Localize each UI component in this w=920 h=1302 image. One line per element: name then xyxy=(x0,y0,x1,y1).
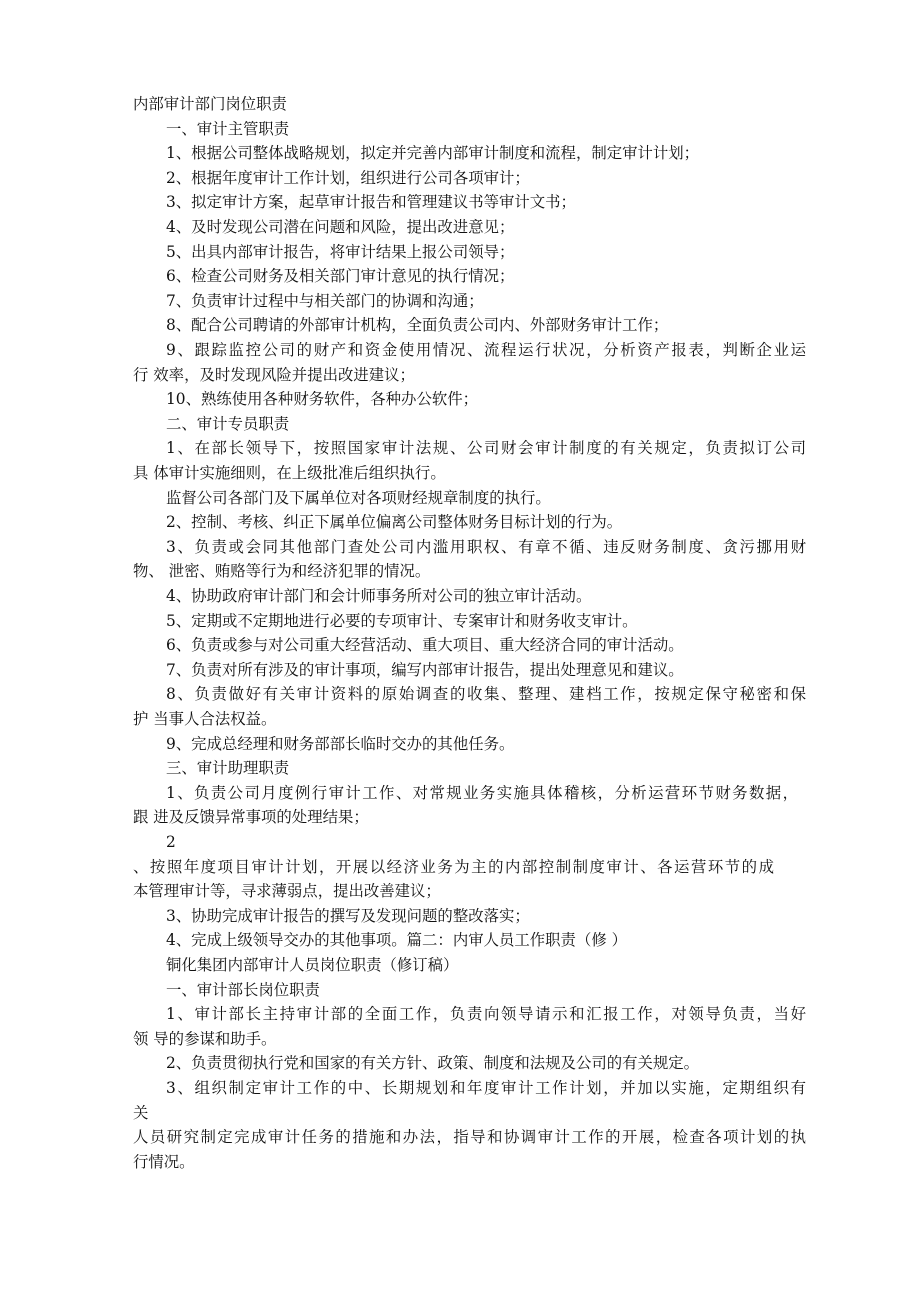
paragraph-line: 1、在部长领导下，按照国家审计法规、公司财会审计制度的有关规定，负责拟订公司 xyxy=(166,439,806,458)
paragraph-line: 具 体审计实施细则，在上级批准后组织执行。 xyxy=(133,464,446,482)
paragraph-line: 6、检查公司财务及相关部门审计意见的执行情况； xyxy=(166,267,515,286)
paragraph-line: 5、定期或不定期地进行必要的专项审计、专案审计和财务收支审计。 xyxy=(166,611,638,630)
paragraph-line: 3、组织制定审计工作的中、长期规划和年度审计工作计划，并加以实施，定期组织有 xyxy=(166,1079,806,1097)
section-heading: 三、审计助理职责 xyxy=(166,759,290,778)
paragraph-line: 9、完成总经理和财务部部长临时交办的其他任务。 xyxy=(166,734,515,753)
section-heading: 一、审计部长岗位职责 xyxy=(166,980,320,999)
paragraph-line: 2、根据年度审计工作计划，组织进行公司各项审计； xyxy=(166,168,530,187)
paragraph-line: 跟 进及反馈异常事项的处理结果； xyxy=(133,808,369,827)
paragraph-line: 、按照年度项目审计计划，开展以经济业务为主的内部控制制度审计、各运营环节的成 xyxy=(133,857,774,876)
paragraph-line: 行情况。 xyxy=(133,1152,195,1171)
document-subtitle: 铜化集团内部审计人员岗位职责（修订稿） xyxy=(166,956,459,974)
paragraph-line: 10、熟练使用各种财务软件，各种办公软件； xyxy=(166,390,479,409)
paragraph-line: 本管理审计等，寻求薄弱点，提出改善建议； xyxy=(133,882,441,901)
section-heading: 一、审计主管职责 xyxy=(166,119,290,138)
paragraph-line: 人员研究制定完成审计任务的措施和办法，指导和协调审计工作的开展，检查各项计划的执 xyxy=(133,1128,806,1147)
paragraph-line: 5、出具内部审计报告，将审计结果上报公司领导； xyxy=(166,242,515,261)
paragraph-line: 3、拟定审计方案，起草审计报告和管理建议书等审计文书； xyxy=(166,193,576,212)
paragraph-line: 领 导的参谋和助手。 xyxy=(133,1029,277,1048)
paragraph-line: 6、负责或参与对公司重大经营活动、重大项目、重大经济合同的审计活动。 xyxy=(166,636,684,655)
paragraph-line: 护 当事人合法权益。 xyxy=(133,710,277,728)
paragraph-line: 4、完成上级领导交办的其他事项。篇二：内审人员工作职责（修 ） xyxy=(166,931,628,950)
paragraph-line: 4、协助政府审计部门和会计师事务所对公司的独立审计活动。 xyxy=(166,587,592,605)
paragraph-line: 监督公司各部门及下属单位对各项财经规章制度的执行。 xyxy=(166,488,551,507)
paragraph-line: 1、审计部长主持审计部的全面工作，负责向领导请示和汇报工作，对领导负责，当好 xyxy=(166,1005,806,1024)
paragraph-line: 3、负责或会同其他部门查处公司内滥用职权、有章不循、违反财务制度、贪污挪用财 xyxy=(166,537,806,556)
paragraph-line: 8、配合公司聘请的外部审计机构，全面负责公司内、外部财务审计工作； xyxy=(166,316,669,335)
paragraph-line: 1、根据公司整体战略规划，拟定并完善内部审计制度和流程，制定审计计划； xyxy=(166,144,700,163)
paragraph-line: 1、负责公司月度例行审计工作、对常规业务实施具体稽核，分析运营环节财务数据， xyxy=(166,783,798,802)
paragraph-line: 7、负责对所有涉及的审计事项，编写内部审计报告，提出处理意见和建议。 xyxy=(166,660,684,679)
paragraph-line: 4、及时发现公司潜在问题和风险，提出改进意见； xyxy=(166,218,515,236)
paragraph-line: 行 效率，及时发现风险并提出改进建议； xyxy=(133,365,415,384)
paragraph-line: 2、负责贯彻执行党和国家的有关方针、政策、制度和法规及公司的有关规定。 xyxy=(166,1054,700,1073)
paragraph-line: 2 xyxy=(166,833,176,851)
paragraph-line: 7、负责审计过程中与相关部门的协调和沟通； xyxy=(166,291,484,310)
document-title: 内部审计部门岗位职责 xyxy=(133,95,287,113)
paragraph-line: 9、跟踪监控公司的财产和资金使用情况、流程运行状况，分析资产报表，判断企业运 xyxy=(166,341,806,359)
paragraph-line: 8、负责做好有关审计资料的原始调查的收集、整理、建档工作，按规定保守秘密和保 xyxy=(166,685,806,704)
paragraph-line: 2、控制、考核、纠正下属单位偏离公司整体财务目标计划的行为。 xyxy=(166,513,623,532)
section-heading: 二、审计专员职责 xyxy=(166,414,290,433)
paragraph-line: 关 xyxy=(133,1103,149,1122)
paragraph-line: 物、 泄密、贿赂等行为和经济犯罪的情况。 xyxy=(133,562,431,581)
paragraph-line: 3、协助完成审计报告的撰写及发现问题的整改落实； xyxy=(166,906,530,925)
